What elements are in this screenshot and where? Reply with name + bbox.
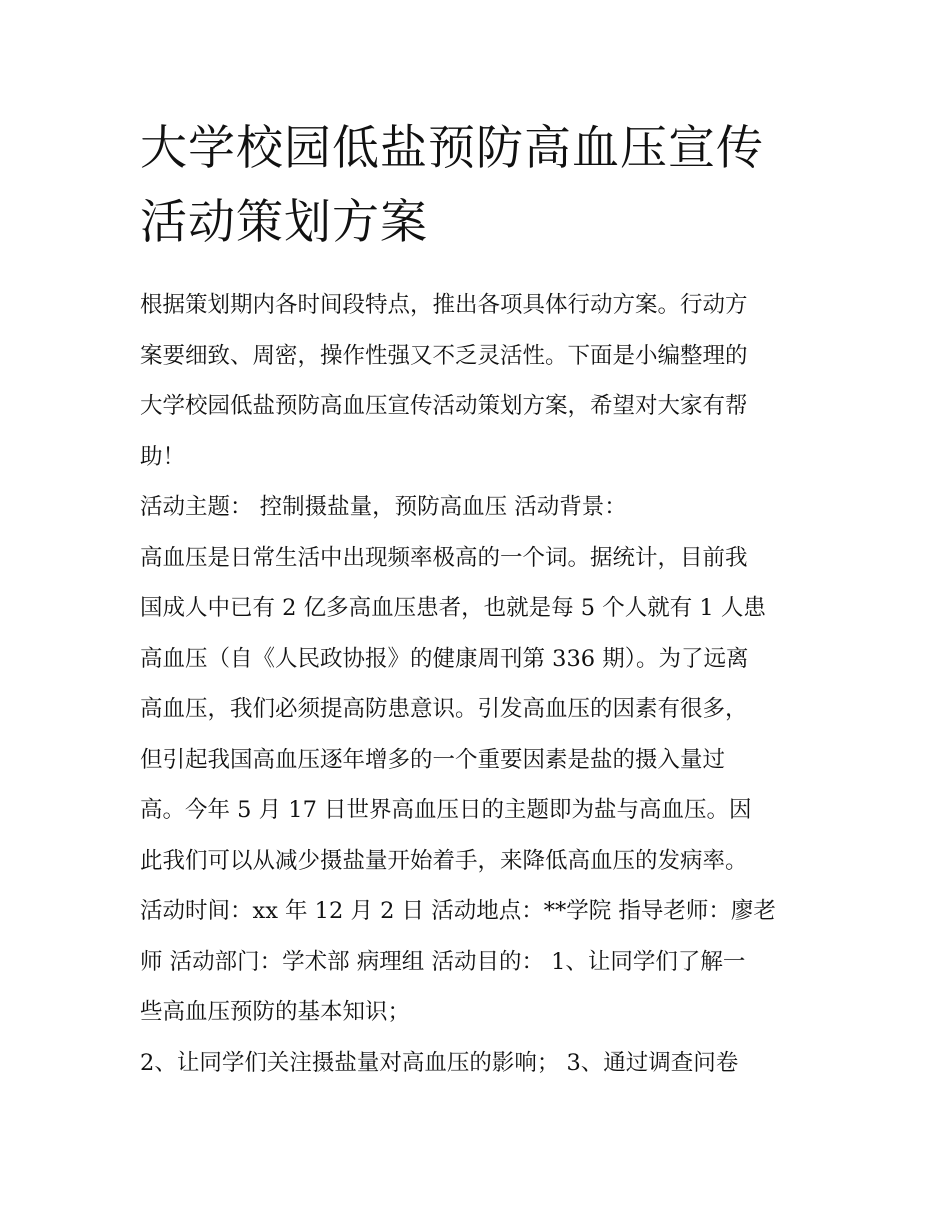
body-line: 师 活动部门：学术部 病理组 活动目的： 1、让同学们了解一 xyxy=(140,948,746,975)
body-line: 此我们可以从减少摄盐量开始着手，来降低高血压的发病率。 xyxy=(140,847,748,874)
title-line: 活动策划方案 xyxy=(140,195,428,250)
body-line: 根据策划期内各时间段特点，推出各项具体行动方案。行动方 xyxy=(140,292,748,318)
body-line: 活动时间：xx 年 12 月 2 日 活动地点：**学院 指导老师：廖老 xyxy=(140,898,776,924)
body-line: 助！ xyxy=(140,443,186,470)
body-line: 高血压，我们必须提高防患意识。引发高血压的因素有很多， xyxy=(140,696,748,722)
document-body xyxy=(140,280,830,1088)
body-line: 2、让同学们关注摄盐量对高血压的影响； 3、通过调查问卷 xyxy=(140,1049,739,1076)
body-line: 高血压是日常生活中出现频率极高的一个词。据统计，目前我 xyxy=(140,544,748,571)
body-line: 高血压（自《人民政协报》的健康周刊第 336 期）。为了远离 xyxy=(140,645,749,672)
body-line: 活动主题： 控制摄盐量，预防高血压 活动背景： xyxy=(140,494,627,520)
body-line: 但引起我国高血压逐年增多的一个重要因素是盐的摄入量过 xyxy=(140,746,726,773)
body-line: 些高血压预防的基本知识； xyxy=(140,999,411,1025)
body-line: 国成人中已有 2 亿多高血压患者，也就是每 5 个人就有 1 人患 xyxy=(140,595,766,621)
title-line: 大学校园低盐预防高血压宣传 xyxy=(140,121,764,176)
document-title xyxy=(140,112,830,260)
body-line: 高。今年 5 月 17 日世界高血压日的主题即为盐与高血压。因 xyxy=(140,797,752,823)
body-line: 大学校园低盐预防高血压宣传活动策划方案，希望对大家有帮 xyxy=(140,393,748,419)
body-line: 案要细致、周密，操作性强又不乏灵活性。下面是小编整理的 xyxy=(140,342,748,369)
